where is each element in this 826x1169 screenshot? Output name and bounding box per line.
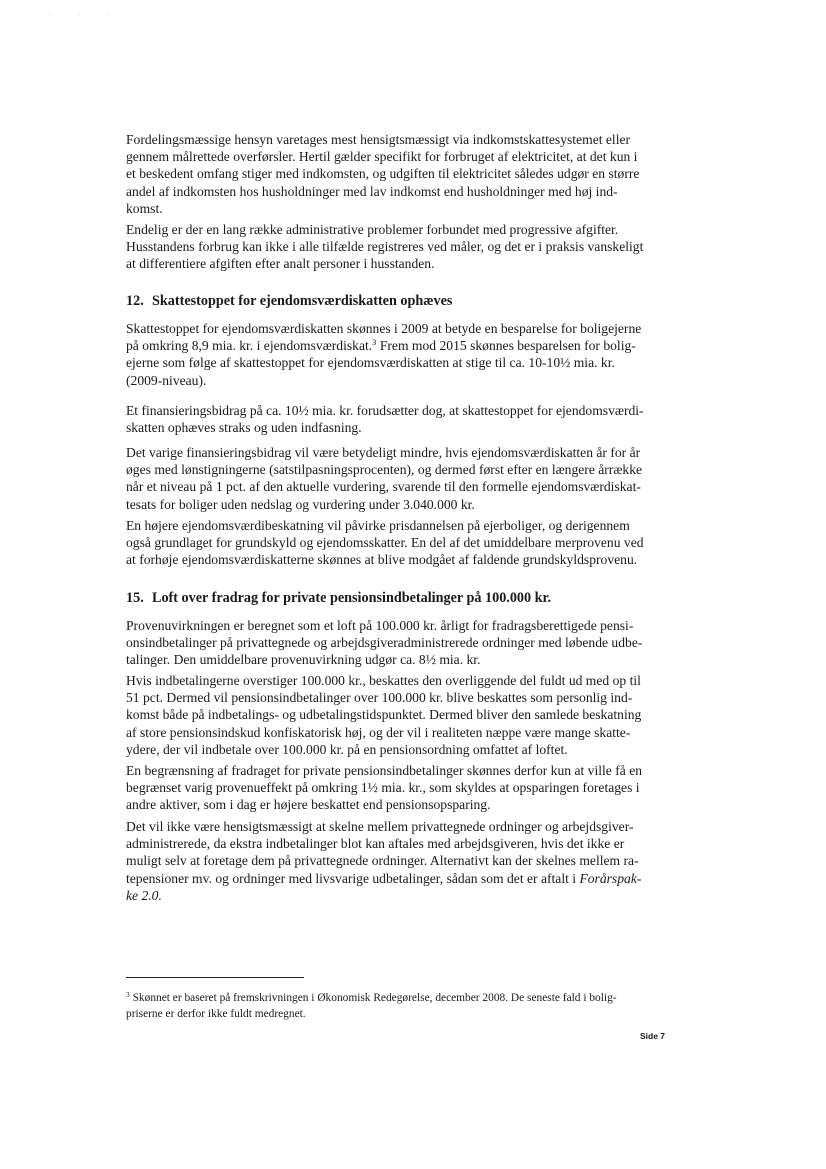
italic-reference: ke 2.0.	[126, 887, 162, 903]
paragraph-administrative	[126, 221, 666, 273]
text-line: muligt selv at foretage dem på privattegnede ordninger. Alternativt kan der skelnes mellem ra-	[126, 853, 639, 869]
italic-reference: Forårspak-	[579, 870, 642, 886]
footnote-divider	[126, 977, 304, 978]
paragraph-excess-contributions	[126, 672, 666, 758]
text-line: gennem målrettede overførsler. Hertil gælder specifikt for forbruget af elektricitet, at det kun i	[126, 149, 638, 165]
section-title: Skattestoppet for ejendomsværdiskatten ophæves	[152, 293, 453, 309]
paragraph-deduction-limit	[126, 762, 666, 814]
text-line	[126, 337, 666, 354]
text-line: (2009-niveau).	[126, 372, 207, 388]
paragraph-distribution	[126, 131, 666, 217]
text-line: En højere ejendomsværdibeskatning vil påvirke prisdannelsen på ejerboliger, og derigennem	[126, 518, 630, 533]
text-segment: Frem mod 2015 skønnes besparelsen for bolig-	[376, 338, 636, 354]
text-line	[126, 887, 666, 904]
footnote-reference: 3	[372, 337, 377, 348]
text-line: tesats for boliger uden nedslag og vurdering under 3.040.000 kr.	[126, 496, 475, 512]
text-line: også grundlaget for grundskyld og ejendomsskatter. En del af det umiddelbare merprovenu ved	[126, 535, 644, 551]
text-line: ejerne som følge af skattestoppet for ejendomsværdiskatten at stige til ca. 10-10½ mia. kr.	[126, 355, 615, 371]
scan-specks: · · ·	[48, 9, 122, 19]
text-line: at differentiere afgiften efter analt personer i husstanden.	[126, 256, 435, 272]
text-line: 51 pct. Dermed vil pensionsindbetalinger over 100.000 kr. blive beskattes som personlig ind-	[126, 690, 633, 706]
text-line: ydere, der vil indbetale over 100.000 kr. på en pensionsordning omfattet af loftet.	[126, 741, 568, 757]
text-line: andel af indkomsten hos husholdninger med lav indkomst end husholdninger med høj ind-	[126, 183, 618, 199]
text-line	[126, 870, 666, 887]
text-line: Et finansieringsbidrag på ca. 10½ mia. kr. forudsætter dog, at skattestoppet for ejendomsværdi-	[126, 403, 644, 418]
paragraph-employer-schemes	[126, 818, 666, 904]
text-line: Det vil ikke være hensigtsmæssigt at skelne mellem privattegnede ordninger og arbejdsgiver-	[126, 819, 634, 834]
text-segment: tepensioner mv. og ordninger med livsvarige udbetalinger, sådan som det er aftalt i	[126, 870, 580, 886]
footnote-line	[126, 991, 686, 1007]
paragraph-property-valuation	[126, 517, 666, 569]
text-line: komst både på indbetalings- og udbetalingstidspunktet. Dermed bliver den samlede beskatning	[126, 707, 642, 723]
footnote-marker: 3	[126, 990, 130, 999]
section-number: 15.	[126, 590, 144, 606]
text-line: Endelig er der en lang række administrative problemer forbundet med progressive afgifter.	[126, 222, 619, 237]
text-line: Det varige finansieringsbidrag vil være betydeligt mindre, hvis ejendomsværdiskatten år for år	[126, 445, 641, 460]
text-line: Hvis indbetalingerne overstiger 100.000 kr., beskattes den overliggende del fuldt ud med op til	[126, 673, 641, 688]
text-line: skatten ophæves straks og uden indfasning.	[126, 420, 362, 436]
section-heading-15	[126, 590, 551, 607]
text-line: når et niveau på 1 pct. af den aktuelle vurdering, svarende til den formelle ejendomsværdiskat-	[126, 479, 641, 495]
text-line: Fordelingsmæssige hensyn varetages mest hensigtsmæssigt via indkomstskattesystemet eller	[126, 132, 631, 147]
text-line: onsindbetalinger på privattegnede og arbejdsgiveradministrerede ordninger med løbende udbe-	[126, 635, 643, 651]
section-title: Loft over fradrag for private pensionsindbetalinger på 100.000 kr.	[152, 590, 552, 606]
text-line: Husstandens forbrug kan ikke i alle tilfælde registreres ved måler, og det er i praksis vanskeligt	[126, 239, 644, 255]
text-line: begrænset varig provenueffekt på omkring 1½ mia. kr., som skyldes at opsparingen foretages i	[126, 780, 640, 796]
footnote	[126, 991, 686, 1022]
text-line: øges med lønstigningerne (satstilpasningsprocenten), og dermed først efter en længere årrække	[126, 462, 643, 478]
text-line: administrerede, da ekstra indbetalinger blot kan aftales med arbejdsgiveren, hvis det ikke er	[126, 836, 625, 852]
text-line: andre aktiver, som i dag er højere beskattet end pensionsopsparing.	[126, 797, 491, 813]
section-number: 12.	[126, 293, 144, 309]
text-line: at forhøje ejendomsværdiskatterne skønnes at blive modgået af faldende grundskyldsprovenu.	[126, 552, 638, 568]
paragraph-permanent-financing	[126, 444, 666, 513]
text-segment: Skønnet er baseret på fremskrivningen i Økonomisk Redegørelse, december 2008. De seneste fald i bolig-	[129, 992, 617, 1004]
page-number: Side 7	[640, 1031, 666, 1041]
paragraph-financing-contribution	[126, 402, 666, 436]
section-heading-12	[126, 293, 452, 310]
text-line: et beskedent omfang stiger med indkomsten, og udgiften til elektricitet således udgør en større	[126, 166, 640, 182]
text-line: En begrænsning af fradraget for private pensionsindbetalinger skønnes derfor kun at ville få en	[126, 763, 643, 778]
text-line: talinger. Den umiddelbare provenuvirkning udgør ca. 8½ mia. kr.	[126, 652, 481, 668]
text-line: af store pensionsindskud konfiskatorisk høj, og der vil i realiteten næppe være mange skatte-	[126, 724, 631, 740]
text-line: Provenuvirkningen er beregnet som et loft på 100.000 kr. årligt for fradragsberettigede pensi-	[126, 618, 634, 633]
footnote-line: priserne er derfor ikke fuldt medregnet.	[126, 1007, 306, 1020]
paragraph-revenue-effect	[126, 617, 666, 669]
text-line: komst.	[126, 200, 163, 216]
text-line: Skattestoppet for ejendomsværdiskatten skønnes i 2009 at betyde en besparelse for boligejerne	[126, 321, 642, 336]
paragraph-tax-freeze-savings	[126, 320, 666, 389]
text-segment: på omkring 8,9 mia. kr. i ejendomsværdiskat.	[126, 338, 373, 354]
